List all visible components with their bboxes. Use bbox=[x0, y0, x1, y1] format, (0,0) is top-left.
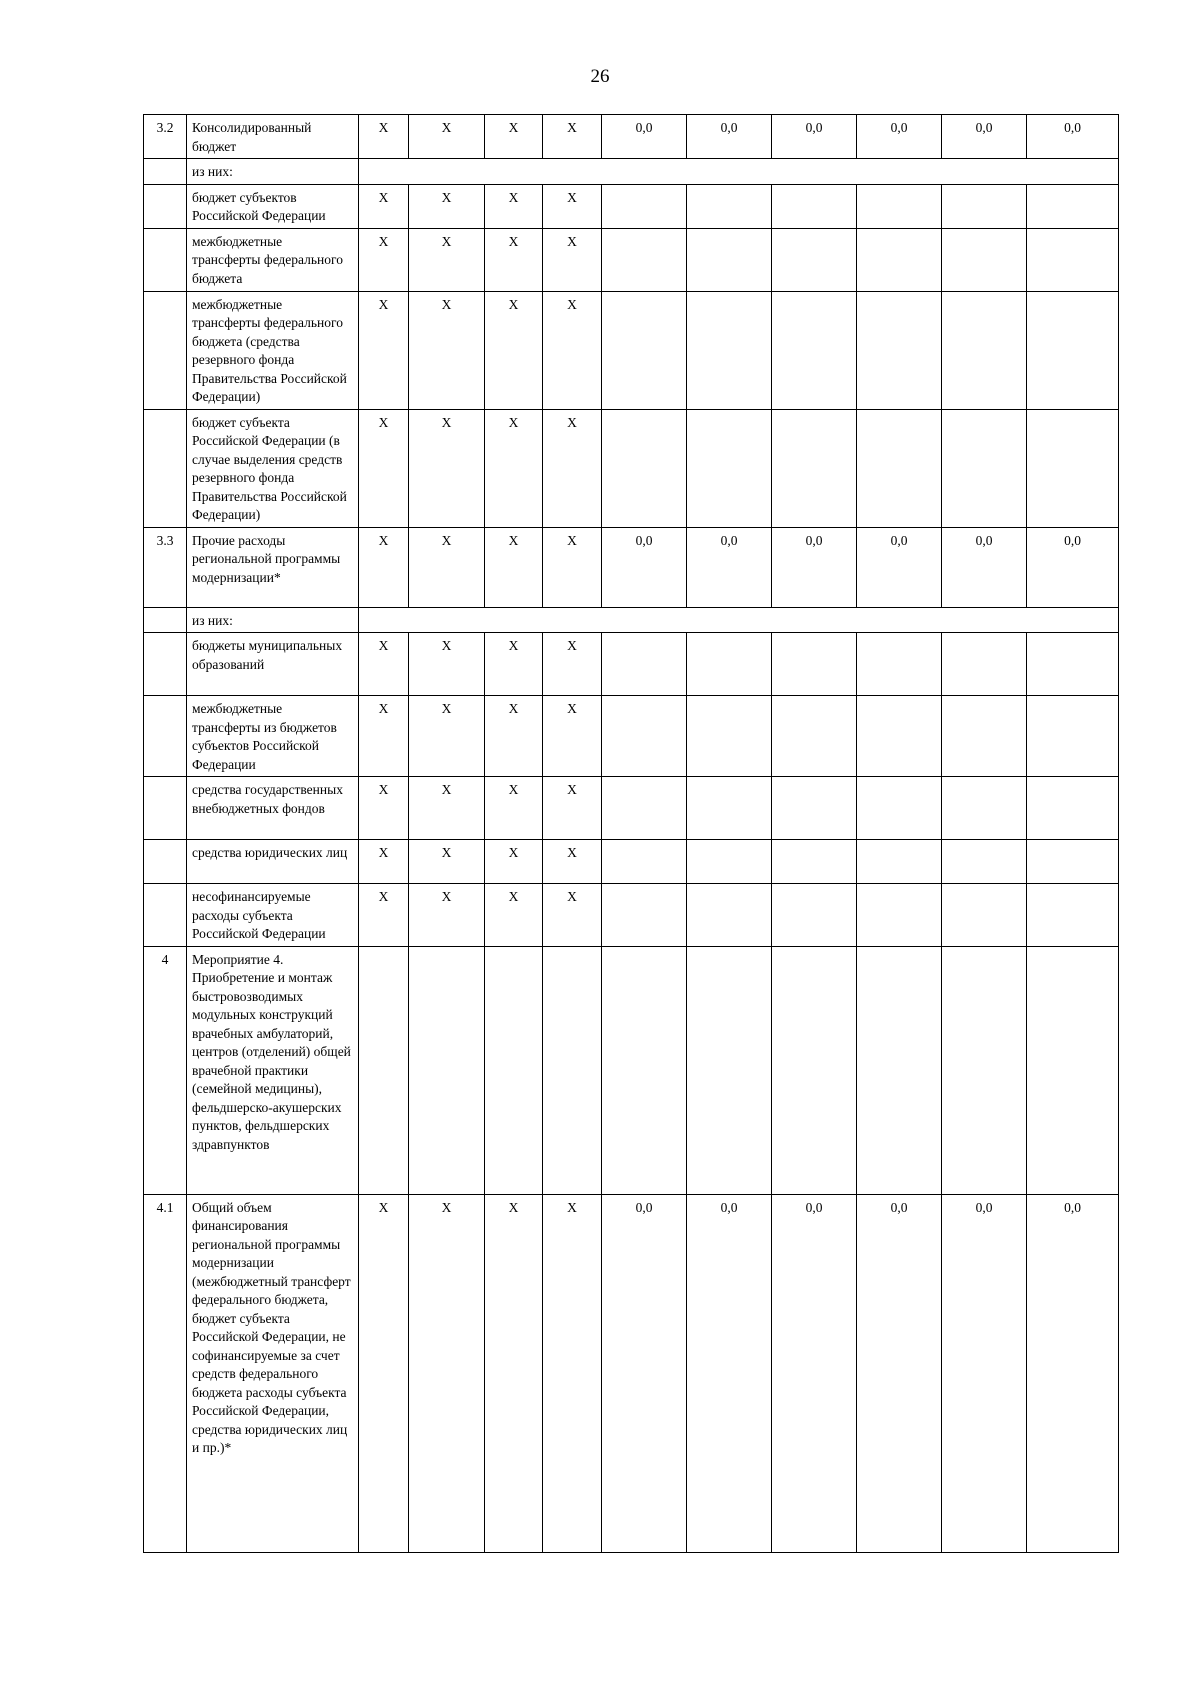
cell: 0,0 bbox=[1027, 115, 1119, 159]
cell: Х bbox=[409, 291, 485, 409]
cell: Х bbox=[409, 696, 485, 777]
cell bbox=[857, 409, 942, 527]
cell bbox=[942, 228, 1027, 291]
row-number bbox=[144, 409, 187, 527]
row-name: Общий объем финансирования региональной программы модернизации (межбюджетный трансферт федерального бюджета, бюджет субъекта Российской Федерации, не софинансируемые за счет средств федерального бюджета расходы субъекта Российской Федерации, средства юридических лиц и пр.)* bbox=[187, 1194, 359, 1552]
row-name: межбюджетные трансферты федерального бюджета bbox=[187, 228, 359, 291]
cell bbox=[602, 409, 687, 527]
cell: Х bbox=[409, 527, 485, 607]
cell: 0,0 bbox=[857, 527, 942, 607]
cell: Х bbox=[359, 291, 409, 409]
row-number bbox=[144, 291, 187, 409]
cell: Х bbox=[409, 1194, 485, 1552]
cell: Х bbox=[409, 115, 485, 159]
table-row bbox=[144, 228, 1119, 291]
cell: Х bbox=[359, 840, 409, 884]
cell bbox=[1027, 777, 1119, 840]
cell: 0,0 bbox=[602, 527, 687, 607]
cell bbox=[409, 946, 485, 1194]
cell: Х bbox=[543, 777, 602, 840]
cell bbox=[857, 696, 942, 777]
cell bbox=[772, 633, 857, 696]
cell bbox=[1027, 884, 1119, 947]
cell bbox=[602, 633, 687, 696]
table-row bbox=[144, 184, 1119, 228]
cell bbox=[942, 696, 1027, 777]
cell bbox=[1027, 291, 1119, 409]
table-row bbox=[144, 696, 1119, 777]
row-number bbox=[144, 696, 187, 777]
cell: Х bbox=[409, 884, 485, 947]
cell bbox=[857, 884, 942, 947]
cell bbox=[687, 633, 772, 696]
cell: Х bbox=[543, 884, 602, 947]
cell: Х bbox=[409, 840, 485, 884]
page-number: 26 bbox=[590, 66, 610, 87]
cell bbox=[942, 946, 1027, 1194]
cell bbox=[1027, 228, 1119, 291]
row-name: межбюджетные трансферты федерального бюджета (средства резервного фонда Правительства Российской Федерации) bbox=[187, 291, 359, 409]
row-number: 3.3 bbox=[144, 527, 187, 607]
cell: 0,0 bbox=[1027, 1194, 1119, 1552]
table-row bbox=[144, 633, 1119, 696]
cell bbox=[602, 696, 687, 777]
cell bbox=[602, 228, 687, 291]
cell bbox=[942, 184, 1027, 228]
cell: Х bbox=[359, 409, 409, 527]
table-row bbox=[144, 115, 1119, 159]
row-number bbox=[144, 184, 187, 228]
cell: 0,0 bbox=[857, 115, 942, 159]
cell bbox=[687, 777, 772, 840]
cell: 0,0 bbox=[942, 115, 1027, 159]
cell: Х bbox=[485, 184, 543, 228]
cell bbox=[857, 291, 942, 409]
cell: 0,0 bbox=[602, 115, 687, 159]
cell: Х bbox=[409, 777, 485, 840]
cell: Х bbox=[543, 1194, 602, 1552]
row-number: 4.1 bbox=[144, 1194, 187, 1552]
cell: Х bbox=[359, 633, 409, 696]
cell bbox=[942, 777, 1027, 840]
cell bbox=[857, 946, 942, 1194]
cell: Х bbox=[543, 115, 602, 159]
cell bbox=[687, 884, 772, 947]
cell bbox=[772, 184, 857, 228]
cell bbox=[602, 291, 687, 409]
cell: Х bbox=[485, 1194, 543, 1552]
merged-cell bbox=[359, 607, 1119, 633]
row-number bbox=[144, 159, 187, 185]
cell: Х bbox=[485, 291, 543, 409]
cell bbox=[359, 946, 409, 1194]
cell: Х bbox=[359, 184, 409, 228]
cell: Х bbox=[543, 228, 602, 291]
cell bbox=[857, 228, 942, 291]
cell bbox=[1027, 409, 1119, 527]
cell bbox=[1027, 840, 1119, 884]
cell: 0,0 bbox=[942, 1194, 1027, 1552]
cell: Х bbox=[359, 1194, 409, 1552]
table-row bbox=[144, 884, 1119, 947]
row-name: несофинансируемые расходы субъекта Российской Федерации bbox=[187, 884, 359, 947]
cell: 0,0 bbox=[772, 527, 857, 607]
cell: Х bbox=[409, 409, 485, 527]
cell bbox=[687, 696, 772, 777]
cell: Х bbox=[543, 696, 602, 777]
cell bbox=[772, 884, 857, 947]
cell: Х bbox=[485, 696, 543, 777]
cell: Х bbox=[359, 115, 409, 159]
table-row bbox=[144, 291, 1119, 409]
row-number: 4 bbox=[144, 946, 187, 1194]
cell bbox=[772, 777, 857, 840]
cell bbox=[687, 228, 772, 291]
cell: Х bbox=[485, 228, 543, 291]
cell bbox=[602, 840, 687, 884]
cell bbox=[1027, 633, 1119, 696]
cell bbox=[942, 884, 1027, 947]
cell bbox=[772, 840, 857, 884]
cell: Х bbox=[543, 184, 602, 228]
cell: Х bbox=[543, 840, 602, 884]
cell bbox=[772, 409, 857, 527]
cell: Х bbox=[485, 527, 543, 607]
cell bbox=[942, 633, 1027, 696]
cell: Х bbox=[409, 228, 485, 291]
row-name: бюджет субъектов Российской Федерации bbox=[187, 184, 359, 228]
cell: Х bbox=[485, 409, 543, 527]
cell bbox=[942, 840, 1027, 884]
row-name: Консолидированный бюджет bbox=[187, 115, 359, 159]
cell: Х bbox=[485, 884, 543, 947]
cell: Х bbox=[543, 527, 602, 607]
cell bbox=[772, 291, 857, 409]
merged-cell bbox=[359, 159, 1119, 185]
row-number bbox=[144, 607, 187, 633]
row-name: бюджеты муниципальных образований bbox=[187, 633, 359, 696]
table-row bbox=[144, 159, 1119, 185]
row-name: бюджет субъекта Российской Федерации (в случае выделения средств резервного фонда Правительства Российской Федерации) bbox=[187, 409, 359, 527]
table-row bbox=[144, 777, 1119, 840]
cell: 0,0 bbox=[687, 527, 772, 607]
cell bbox=[942, 291, 1027, 409]
financing-table bbox=[143, 114, 1119, 1553]
cell: Х bbox=[543, 409, 602, 527]
row-name: Прочие расходы региональной программы модернизации* bbox=[187, 527, 359, 607]
cell: Х bbox=[485, 633, 543, 696]
cell bbox=[942, 409, 1027, 527]
row-number bbox=[144, 633, 187, 696]
cell bbox=[485, 946, 543, 1194]
cell bbox=[602, 884, 687, 947]
cell bbox=[687, 946, 772, 1194]
cell bbox=[772, 228, 857, 291]
table-row bbox=[144, 607, 1119, 633]
cell: 0,0 bbox=[1027, 527, 1119, 607]
cell: Х bbox=[485, 840, 543, 884]
row-name: средства государственных внебюджетных фондов bbox=[187, 777, 359, 840]
row-number bbox=[144, 777, 187, 840]
row-number: 3.2 bbox=[144, 115, 187, 159]
cell: Х bbox=[409, 633, 485, 696]
cell bbox=[687, 840, 772, 884]
cell bbox=[857, 840, 942, 884]
cell: Х bbox=[543, 291, 602, 409]
cell bbox=[1027, 946, 1119, 1194]
cell: Х bbox=[485, 777, 543, 840]
cell: 0,0 bbox=[687, 1194, 772, 1552]
cell: Х bbox=[359, 696, 409, 777]
cell: Х bbox=[359, 527, 409, 607]
cell bbox=[772, 696, 857, 777]
cell: 0,0 bbox=[942, 527, 1027, 607]
cell bbox=[1027, 696, 1119, 777]
cell: Х bbox=[359, 884, 409, 947]
cell bbox=[687, 184, 772, 228]
row-number bbox=[144, 840, 187, 884]
table-row bbox=[144, 946, 1119, 1194]
cell: 0,0 bbox=[687, 115, 772, 159]
cell bbox=[602, 184, 687, 228]
cell bbox=[857, 777, 942, 840]
table-row bbox=[144, 527, 1119, 607]
cell: 0,0 bbox=[772, 1194, 857, 1552]
cell bbox=[687, 291, 772, 409]
cell bbox=[772, 946, 857, 1194]
table-row bbox=[144, 409, 1119, 527]
cell bbox=[602, 777, 687, 840]
row-name: межбюджетные трансферты из бюджетов субъектов Российской Федерации bbox=[187, 696, 359, 777]
row-name: из них: bbox=[187, 607, 359, 633]
cell: 0,0 bbox=[602, 1194, 687, 1552]
table-row bbox=[144, 1194, 1119, 1552]
cell: Х bbox=[359, 777, 409, 840]
row-name: средства юридических лиц bbox=[187, 840, 359, 884]
table-row bbox=[144, 840, 1119, 884]
cell: Х bbox=[409, 184, 485, 228]
cell bbox=[857, 633, 942, 696]
row-name: Мероприятие 4. Приобретение и монтаж быстровозводимых модульных конструкций врачебных амбулаторий, центров (отделений) общей врачебной практики (семейной медицины), фельдшерско-акушерских пунктов, фельдшерских здравпунктов bbox=[187, 946, 359, 1194]
cell: 0,0 bbox=[772, 115, 857, 159]
cell: Х bbox=[543, 633, 602, 696]
cell: Х bbox=[485, 115, 543, 159]
row-number bbox=[144, 228, 187, 291]
cell bbox=[602, 946, 687, 1194]
cell bbox=[687, 409, 772, 527]
row-number bbox=[144, 884, 187, 947]
cell: 0,0 bbox=[857, 1194, 942, 1552]
cell bbox=[543, 946, 602, 1194]
row-name: из них: bbox=[187, 159, 359, 185]
cell: Х bbox=[359, 228, 409, 291]
cell bbox=[1027, 184, 1119, 228]
cell bbox=[857, 184, 942, 228]
